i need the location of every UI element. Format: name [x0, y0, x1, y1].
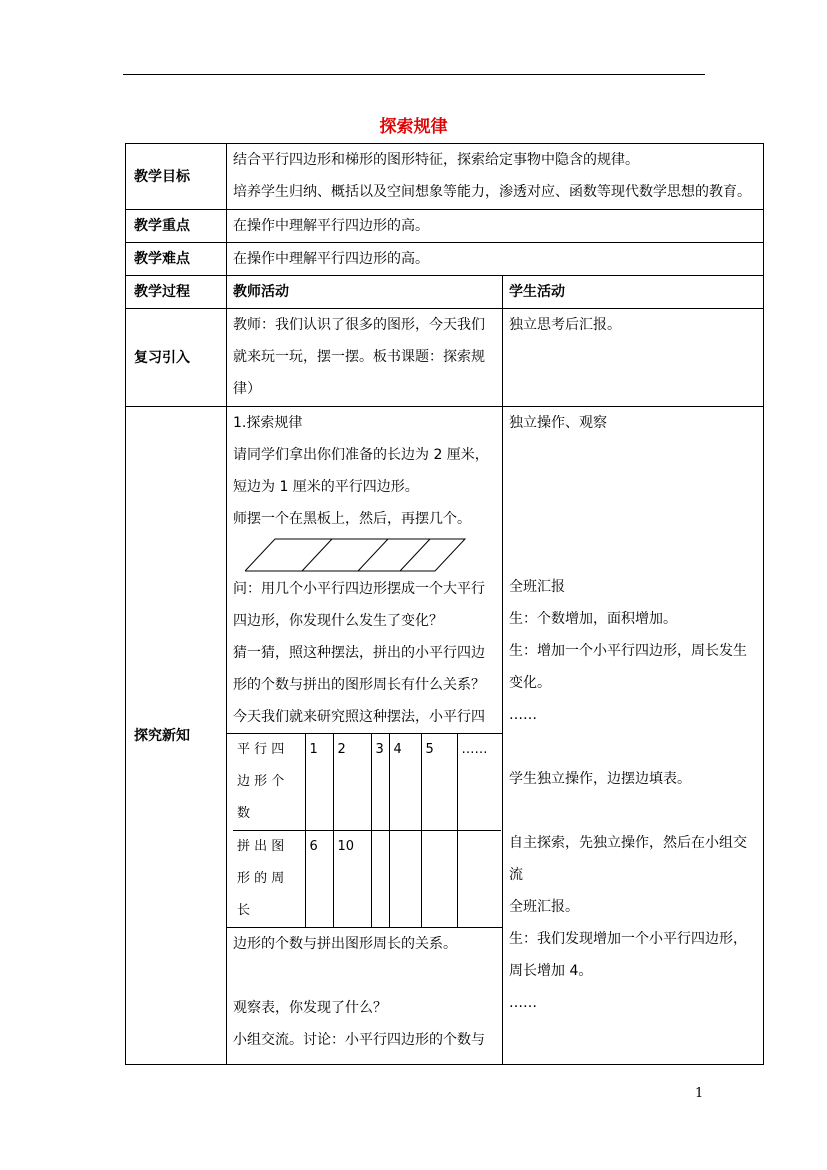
perimeter-cell-6 — [457, 831, 501, 928]
perimeter-cell-4 — [389, 831, 421, 928]
explore-teacher-line-9: 今天我们就来研究照这种摆法，小平行四 — [233, 709, 485, 725]
explore-student — [503, 407, 764, 1065]
perimeter-header — [233, 831, 305, 928]
blank-line — [509, 795, 757, 827]
header-teacher: 教师活动 — [227, 276, 503, 309]
explore-student-line-13: …… — [509, 995, 537, 1011]
explore-teacher-line-12: 小组交流。讨论：小平行四边形的个数与 — [233, 1032, 485, 1048]
blank-line — [509, 503, 757, 535]
perimeter-cell-5 — [421, 831, 457, 928]
explore-student-line-5: 变化。 — [509, 675, 551, 691]
review-student-line-1: 独立思考后汇报。 — [509, 317, 621, 333]
row-explore — [126, 407, 764, 1065]
count-cell-2: 2 — [333, 734, 371, 831]
explore-teacher-line-11: 观察表，你发现了什么？ — [233, 1000, 387, 1016]
explore-teacher-line-10: 边形的个数与拼出图形周长的关系。 — [233, 936, 457, 952]
review-teacher-line-3: 律） — [233, 381, 261, 397]
label-key: 教学重点 — [126, 210, 227, 243]
header-rule — [123, 74, 705, 75]
count-cell-4: 4 — [389, 734, 421, 831]
count-header-line-1: 平 行 四 — [237, 742, 285, 757]
explore-teacher-line-5: 问：用几个小平行四边形摆成一个大平行 — [233, 581, 485, 597]
perimeter-cell-2: 10 — [333, 831, 371, 928]
goal-content — [227, 144, 764, 210]
explore-teacher-line-2: 请同学们拿出你们准备的长边为 2 厘米， — [233, 447, 489, 463]
count-header — [233, 734, 305, 831]
difficulty-content: 在操作中理解平行四边形的高。 — [227, 243, 764, 276]
row-process — [126, 276, 764, 309]
goal-line-2: 培养学生归纳、概括以及空间想象等能力，渗透对应、函数等现代数学思想的教育。 — [233, 184, 751, 200]
row-difficulty — [126, 243, 764, 276]
explore-student-line-11: 生：我们发现增加一个小平行四边形， — [509, 931, 747, 947]
explore-student-line-2: 全班汇报 — [509, 579, 565, 595]
row-key — [126, 210, 764, 243]
review-teacher-line-1: 教师：我们认识了很多的图形，今天我们 — [233, 317, 485, 333]
explore-teacher-line-7: 猜一猜，照这种摆法，拼出的小平行四边 — [233, 645, 485, 661]
header-student: 学生活动 — [503, 276, 764, 309]
explore-student-line-12: 周长增加 4。 — [509, 963, 593, 979]
count-cell-6: …… — [457, 734, 501, 831]
count-header-line-3: 数 — [237, 806, 251, 821]
explore-student-line-10: 全班汇报。 — [509, 899, 579, 915]
label-explore: 探究新知 — [126, 407, 227, 1065]
blank-line — [509, 731, 757, 763]
label-process: 教学过程 — [126, 276, 227, 309]
review-teacher-line-2: 就来玩一玩，摆一摆。板书课题：探索规 — [233, 349, 485, 365]
blank-line — [509, 535, 757, 571]
explore-teacher-line-8: 形的个数与拼出的图形周长有什么关系？ — [233, 677, 485, 693]
page-title: 探索规律 — [379, 117, 448, 137]
parallelogram-figure — [245, 537, 475, 573]
perimeter-header-line-3: 长 — [237, 903, 251, 918]
key-content: 在操作中理解平行四边形的高。 — [227, 210, 764, 243]
goal-line-1: 结合平行四边形和梯形的图形特征，探索给定事物中隐含的规律。 — [233, 152, 639, 168]
count-cell-1: 1 — [305, 734, 333, 831]
blank-line — [509, 471, 757, 503]
table-row-perimeter — [233, 831, 501, 928]
explore-teacher-blank — [233, 960, 496, 992]
explore-student-line-7: 学生独立操作，边摆边填表。 — [509, 771, 691, 787]
table-row-count — [233, 734, 501, 831]
label-review: 复习引入 — [126, 309, 227, 407]
explore-student-line-3: 生：个数增加，面积增加。 — [509, 611, 677, 627]
explore-student-line-8: 自主探索，先独立操作，然后在小组交 — [509, 835, 747, 851]
count-cell-5: 5 — [421, 734, 457, 831]
explore-student-line-1: 独立操作、观察 — [509, 415, 607, 431]
perimeter-cell-1: 6 — [305, 831, 333, 928]
explore-teacher-line-6: 四边形，你发现什么发生了变化？ — [233, 613, 443, 629]
perimeter-header-line-2: 形 的 周 — [237, 871, 285, 886]
explore-student-line-9: 流 — [509, 867, 523, 883]
review-teacher — [227, 309, 503, 407]
explore-teacher-line-3: 短边为 1 厘米的平行四边形。 — [233, 479, 419, 495]
blank-line — [509, 439, 757, 471]
explore-student-line-6: …… — [509, 707, 537, 723]
perimeter-header-line-1: 拼 出 图 — [237, 839, 285, 854]
label-difficulty: 教学难点 — [126, 243, 227, 276]
perimeter-cell-3 — [371, 831, 389, 928]
explore-student-line-4: 生：增加一个小平行四边形，周长发生 — [509, 643, 747, 659]
review-student — [503, 309, 764, 407]
explore-teacher-line-4: 师摆一个在黑板上，然后，再摆几个。 — [233, 511, 471, 527]
count-cell-3: 3 — [371, 734, 389, 831]
count-header-line-2: 边 形 个 — [237, 774, 285, 789]
lesson-plan-table — [125, 143, 764, 1065]
count-perimeter-table — [227, 733, 502, 928]
page-number: 1 — [695, 1086, 704, 1101]
row-goal — [126, 144, 764, 210]
label-goal: 教学目标 — [126, 144, 227, 210]
explore-teacher-line-1: 1.探索规律 — [233, 415, 303, 431]
explore-teacher — [227, 407, 503, 1065]
row-review — [126, 309, 764, 407]
